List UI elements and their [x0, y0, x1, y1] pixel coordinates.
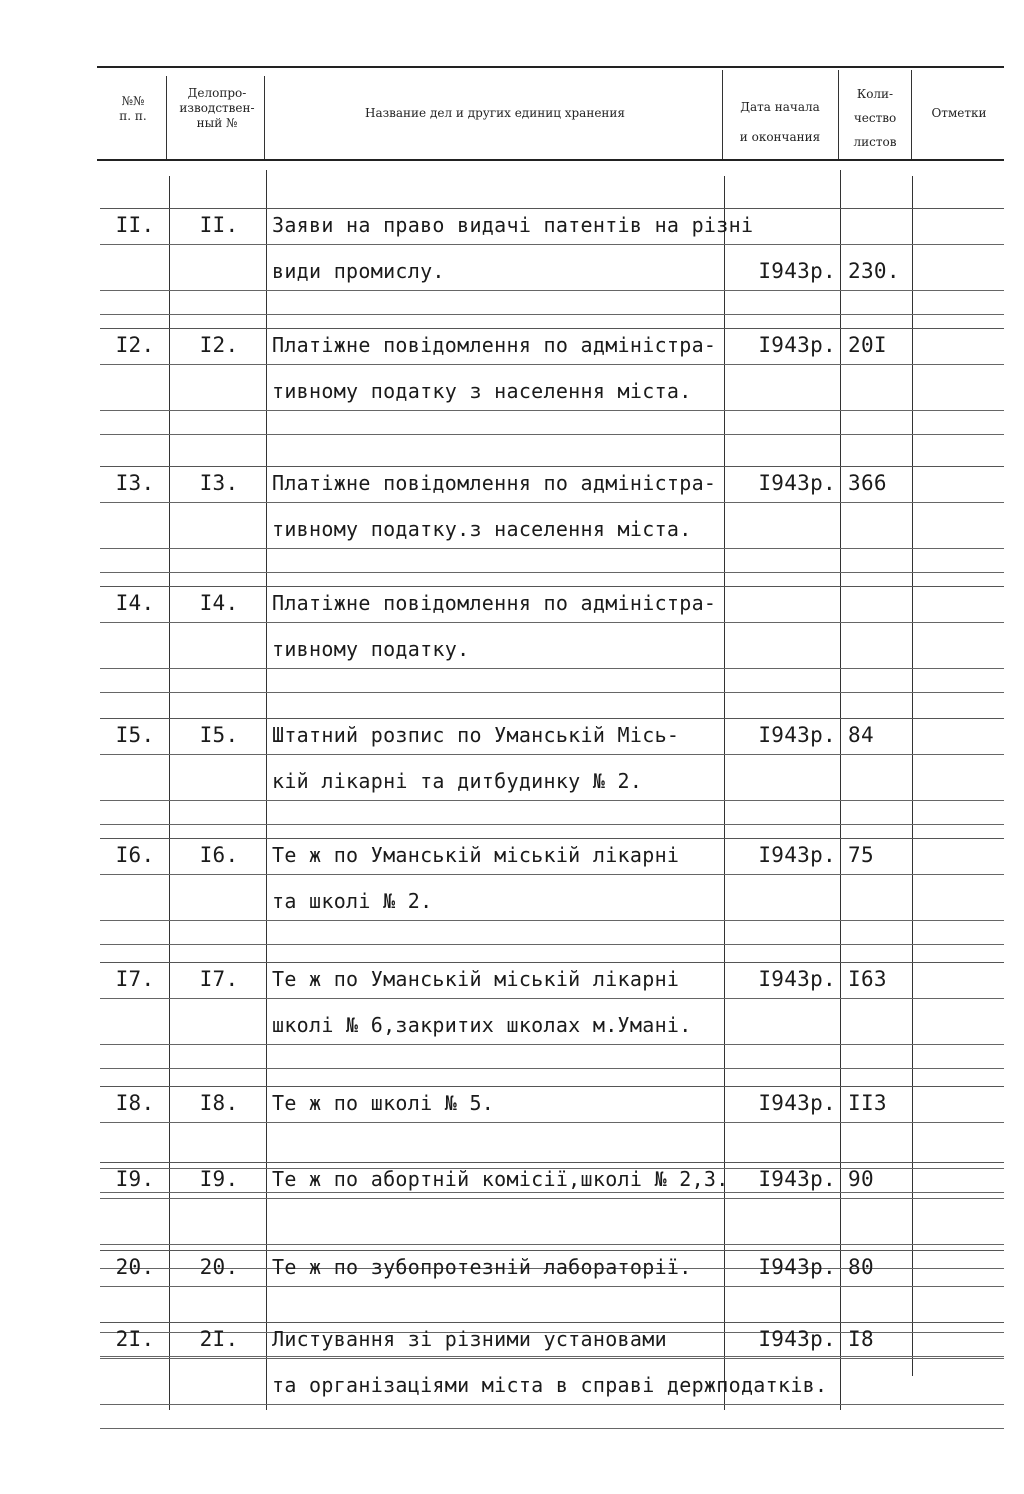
row-sheet-count: I8: [848, 1327, 874, 1351]
header-bottom-rule: [97, 159, 1004, 161]
row-sheet-count: 90: [848, 1167, 874, 1191]
row-date: I943р.: [758, 1091, 836, 1115]
row-rule: [100, 244, 1004, 245]
row-rule: [100, 1044, 1004, 1045]
row-sheet-count: 20I: [848, 333, 887, 357]
row-rule: [100, 1428, 1004, 1429]
row-sheet-count: I63: [848, 967, 887, 991]
row-office-number: I7.: [199, 967, 239, 991]
row-rule: [100, 920, 1004, 921]
row-rule: [100, 1322, 1004, 1323]
row-date: I943р.: [758, 333, 836, 357]
row-seq-number: I5.: [115, 723, 155, 747]
row-date: I943р.: [758, 259, 836, 283]
row-seq-number: I3.: [115, 471, 155, 495]
body-divider-3: [724, 176, 725, 1410]
row-rule: [100, 692, 1004, 693]
row-title-line-2: види промислу.: [272, 259, 445, 283]
row-title-line-1: Заяви на право видачі патентів на різні: [272, 213, 754, 237]
row-rule: [100, 800, 1004, 801]
row-rule: [100, 718, 1004, 719]
row-office-number: I5.: [199, 723, 239, 747]
row-rule: [100, 668, 1004, 669]
row-rule: [100, 364, 1004, 365]
header-dates: Дата начала и окончания: [739, 100, 821, 144]
row-rule: [100, 944, 1004, 945]
body-divider-4: [840, 170, 841, 1410]
header-divider-1: [166, 76, 167, 159]
row-rule: [100, 962, 1004, 963]
header-divider-5: [911, 70, 912, 159]
row-sheet-count: 75: [848, 843, 874, 867]
header-top-rule: [97, 66, 1004, 68]
row-rule: [100, 290, 1004, 291]
row-seq-number: I6.: [115, 843, 155, 867]
row-title-line-2: кій лікарні та дитбудинку № 2.: [272, 769, 643, 793]
row-rule: [100, 1122, 1004, 1123]
row-rule: [100, 1356, 1004, 1357]
row-title-line-1: Те ж по школі № 5.: [272, 1091, 495, 1115]
body-divider-2: [266, 170, 267, 1410]
header-title: Название дел и других единиц хранения: [364, 106, 625, 120]
row-rule: [100, 998, 1004, 999]
row-seq-number: I8.: [115, 1091, 155, 1115]
row-seq-number: I4.: [115, 591, 155, 615]
row-rule: [100, 1068, 1004, 1069]
row-office-number: 2I.: [199, 1327, 239, 1351]
row-rule: [100, 502, 1004, 503]
row-rule: [100, 1192, 1004, 1193]
row-date: I943р.: [758, 843, 836, 867]
row-rule: [100, 466, 1004, 467]
row-title-line-1: Те ж по зубопротезній лабораторії.: [272, 1255, 692, 1279]
row-office-number: I4.: [199, 591, 239, 615]
row-title-line-1: Те ж по абортній комісії,школі № 2,3.: [272, 1167, 729, 1191]
row-rule: [100, 1358, 1004, 1359]
row-rule: [100, 410, 1004, 411]
row-title-line-1: Платіжне повідомлення по адміністра-: [272, 471, 717, 495]
row-sheet-count: II3: [848, 1091, 887, 1115]
row-title-line-2: та організаціями міста в справі держподатків.: [272, 1373, 828, 1397]
row-sheet-count: 230.: [848, 259, 900, 283]
row-seq-number: 20.: [115, 1255, 155, 1279]
row-rule: [100, 328, 1004, 329]
row-seq-number: 2I.: [115, 1327, 155, 1351]
row-office-number: I2.: [199, 333, 239, 357]
row-date: I943р.: [758, 967, 836, 991]
row-title-line-1: Те ж по Уманській міській лікарні: [272, 843, 680, 867]
header-office-number: Делопро- изводствен- ный №: [179, 86, 255, 130]
row-title-line-1: Те ж по Уманській міській лікарні: [272, 967, 680, 991]
row-rule: [100, 434, 1004, 435]
row-sheet-count: 80: [848, 1255, 874, 1279]
row-date: I943р.: [758, 723, 836, 747]
header-divider-2: [264, 76, 265, 159]
header-divider-3: [722, 70, 723, 159]
header-sheet-count: Коли- чество листов: [853, 87, 897, 149]
row-date: I943р.: [758, 1255, 836, 1279]
row-sheet-count: 84: [848, 723, 874, 747]
row-rule: [100, 572, 1004, 573]
row-date: I943р.: [758, 1327, 836, 1351]
row-sheet-count: 366: [848, 471, 887, 495]
row-office-number: I3.: [199, 471, 239, 495]
row-seq-number: II.: [115, 213, 155, 237]
row-title-line-1: Штатний розпис по Уманській Місь-: [272, 723, 680, 747]
row-office-number: I8.: [199, 1091, 239, 1115]
row-rule: [100, 586, 1004, 587]
body-divider-5: [912, 176, 913, 1376]
row-rule: [100, 838, 1004, 839]
row-title-line-1: Платіжне повідомлення по адміністра-: [272, 591, 717, 615]
header-divider-4: [838, 70, 839, 159]
row-rule: [100, 874, 1004, 875]
row-rule: [100, 1244, 1004, 1245]
row-seq-number: I7.: [115, 967, 155, 991]
row-office-number: I6.: [199, 843, 239, 867]
row-date: I943р.: [758, 1167, 836, 1191]
row-rule: [100, 208, 1004, 209]
row-title-line-2: тивному податку з населення міста.: [272, 379, 692, 403]
row-seq-number: I9.: [115, 1167, 155, 1191]
row-rule: [100, 1162, 1004, 1163]
row-title-line-2: тивному податку.: [272, 637, 470, 661]
row-rule: [100, 1250, 1004, 1251]
row-rule: [100, 1286, 1004, 1287]
row-office-number: I9.: [199, 1167, 239, 1191]
row-title-line-1: Листування зі різними установами: [272, 1327, 667, 1351]
header-notes: Отметки: [931, 106, 987, 120]
row-rule: [100, 824, 1004, 825]
row-office-number: 20.: [199, 1255, 239, 1279]
row-rule: [100, 1404, 1004, 1405]
row-office-number: II.: [199, 213, 239, 237]
row-title-line-2: тивному податку.з населення міста.: [272, 517, 692, 541]
row-rule: [100, 1198, 1004, 1199]
row-title-line-1: Платіжне повідомлення по адміністра-: [272, 333, 717, 357]
row-seq-number: I2.: [115, 333, 155, 357]
row-rule: [100, 622, 1004, 623]
row-rule: [100, 754, 1004, 755]
row-title-line-2: та школі № 2.: [272, 889, 433, 913]
row-rule: [100, 314, 1004, 315]
row-title-line-2: школі № 6,закритих школах м.Умані.: [272, 1013, 692, 1037]
header-seq: №№ п. п.: [119, 94, 147, 123]
row-rule: [100, 1086, 1004, 1087]
row-date: I943р.: [758, 471, 836, 495]
row-rule: [100, 548, 1004, 549]
body-divider-1: [169, 176, 170, 1410]
